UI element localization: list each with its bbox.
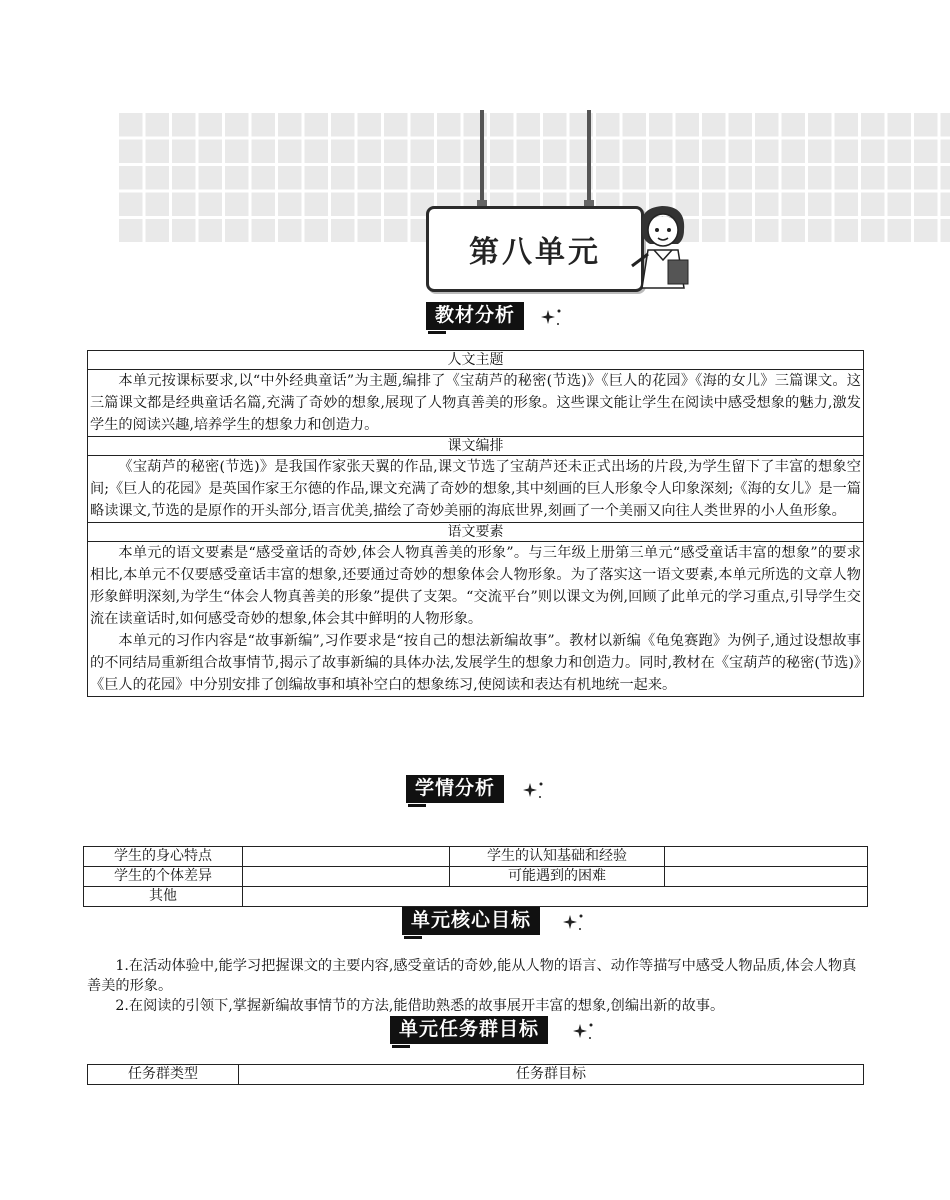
elements-header: 语文要素 — [88, 523, 864, 542]
section-title: 教材分析 — [426, 302, 524, 330]
cognitive-base-value — [665, 847, 868, 867]
section-tag-textbook-analysis — [426, 302, 524, 330]
sparkle-icon — [522, 779, 546, 803]
core-goal-2: 2.在阅读的引领下,掌握新编故事情节的方法,能借助熟悉的故事展开丰富的想象,创编出新的故事。 — [115, 998, 725, 1014]
elements-text-2: 本单元的习作内容是“故事新编”,习作要求是“按自己的想法新编故事”。教材以新编《龟兔赛跑》为例子,通过设想故事的不同结局重新组合故事情节,揭示了故事新编的具体办法,发展学生的想象力和创造力。同时,教材在《宝葫芦的秘密(节选)》《巨人的花园》中分别安排了创编故事和填补空白的想象练习,使阅读和表达有机地统一起来。 — [90, 633, 861, 693]
arrangement-header: 课文编排 — [88, 437, 864, 456]
arrangement-cell — [88, 456, 864, 523]
sparkle-icon — [562, 911, 586, 935]
task-goals-table — [87, 1064, 864, 1085]
others-value — [243, 887, 868, 907]
theme-text: 本单元按课标要求,以“中外经典童话”为主题,编排了《宝葫芦的秘密(节选)》《巨人的花园》《海的女儿》三篇课文。这三篇课文都是经典童话名篇,充满了奇妙的想象,展现了人物真善美的形象。这些课文能让学生在阅读中感受想象的魅力,激发学生的阅读兴趣,培养学生的想象力和创造力。 — [90, 373, 861, 433]
tag-underline — [404, 936, 422, 939]
unit-title: 第八单元 — [469, 235, 601, 270]
physical-mental-value — [243, 847, 450, 867]
elements-text-1: 本单元的语文要素是“感受童话的奇妙,体会人物真善美的形象”。与三年级上册第三单元“感受童话丰富的想象”的要求相比,本单元不仅要感受童话丰富的想象,还要通过奇妙的想象体会人物形象。为了落实这一语文要素,本单元所选的文章人物形象鲜明深刻,为学生“体会人物真善美的形象”提供了支架。“交流平台”则以课文为例,回顾了此单元的学习重点,引导学生交流在读童话时,如何感受奇妙的想象,体会其中鲜明的人物形象。 — [90, 545, 861, 627]
theme-cell — [88, 370, 864, 437]
girl-illustration — [628, 200, 702, 290]
tag-underline — [408, 804, 426, 807]
others-label: 其他 — [84, 887, 243, 907]
difficulties-value — [665, 867, 868, 887]
elements-cell — [88, 542, 864, 697]
section-tag-core-goals — [402, 907, 540, 935]
section-tag-task-goals — [390, 1016, 548, 1044]
physical-mental-label: 学生的身心特点 — [84, 847, 243, 867]
learning-analysis-table — [83, 846, 868, 907]
sign-rod-left — [480, 110, 484, 208]
task-goal-header: 任务群目标 — [239, 1065, 864, 1085]
core-goals — [87, 956, 865, 1016]
sign-rod-right — [587, 110, 591, 208]
section-title: 学情分析 — [406, 775, 504, 803]
textbook-analysis-table — [87, 350, 864, 697]
core-goal-1: 1.在活动体验中,能学习把握课文的主要内容,感受童话的奇妙,能从人物的语言、动作等描写中感受人物品质,体会人物真善美的形象。 — [87, 958, 857, 994]
section-tag-learning-analysis — [406, 775, 504, 803]
tag-underline — [428, 331, 446, 334]
unit-title-sign — [426, 206, 644, 292]
tag-underline — [392, 1045, 410, 1048]
section-title: 单元任务群目标 — [390, 1016, 548, 1044]
task-type-header: 任务群类型 — [88, 1065, 239, 1085]
theme-header: 人文主题 — [88, 351, 864, 370]
section-title: 单元核心目标 — [402, 907, 540, 935]
difficulties-label: 可能遇到的困难 — [450, 867, 665, 887]
individual-diff-label: 学生的个体差异 — [84, 867, 243, 887]
sparkle-icon — [572, 1020, 596, 1044]
sparkle-icon — [540, 306, 564, 330]
cognitive-base-label: 学生的认知基础和经验 — [450, 847, 665, 867]
individual-diff-value — [243, 867, 450, 887]
arrangement-text: 《宝葫芦的秘密(节选)》是我国作家张天翼的作品,课文节选了宝葫芦还未正式出场的片段,为学生留下了丰富的想象空间;《巨人的花园》是英国作家王尔德的作品,课文充满了奇妙的想象,其中刻画的巨人形象令人印象深刻;《海的女儿》是一篇略读课文,节选的是原作的开头部分,语言优美,描绘了奇妙美丽的海底世界,刻画了一个美丽又向往人类世界的小人鱼形象。 — [90, 459, 861, 519]
